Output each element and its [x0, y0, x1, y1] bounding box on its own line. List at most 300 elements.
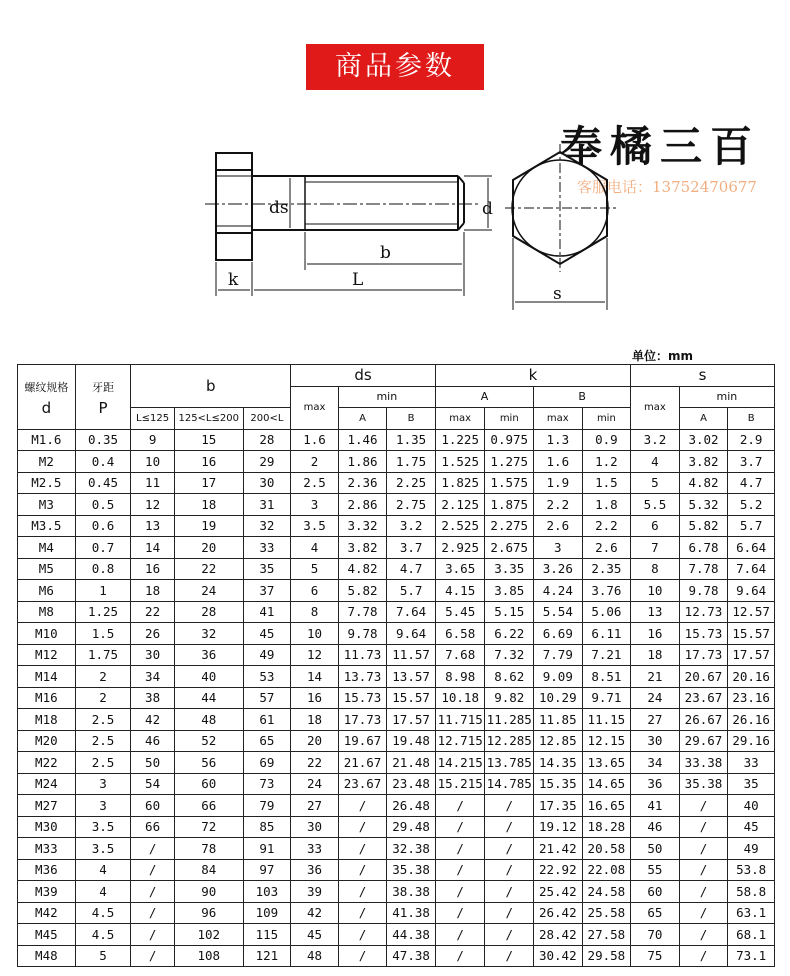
table-cell: 9.71 [582, 687, 631, 709]
table-cell: 69 [243, 752, 291, 774]
table-cell: 17.57 [387, 709, 436, 731]
table-cell: 1.525 [435, 451, 485, 473]
table-cell: 13 [131, 515, 175, 537]
table-cell: / [679, 795, 728, 817]
table-cell: 2.36 [338, 472, 387, 494]
table-cell: 10 [131, 451, 175, 473]
header-ds-min: min [338, 386, 435, 408]
table-cell: M42 [18, 902, 76, 924]
table-cell: 47.38 [387, 945, 436, 967]
table-cell: 15 [174, 429, 243, 451]
table-cell: 29.58 [582, 945, 631, 967]
table-cell: M12 [18, 644, 76, 666]
table-cell: 1.825 [435, 472, 485, 494]
table-cell: 45 [291, 924, 339, 946]
table-cell: 24 [174, 580, 243, 602]
table-cell: M39 [18, 881, 76, 903]
table-cell: 2.925 [435, 537, 485, 559]
table-cell: 14.215 [435, 752, 485, 774]
table-cell: 2.25 [387, 472, 436, 494]
table-cell: 65 [243, 730, 291, 752]
table-cell: 2.9 [728, 429, 775, 451]
table-cell: M1.6 [18, 429, 76, 451]
table-cell: 22 [291, 752, 339, 774]
table-cell: 1.35 [387, 429, 436, 451]
table-cell: / [435, 838, 485, 860]
header-k: k [435, 365, 630, 387]
table-cell: 33 [243, 537, 291, 559]
table-cell: 41 [243, 601, 291, 623]
table-cell: 4.82 [679, 472, 728, 494]
table-cell: 1.9 [534, 472, 583, 494]
table-cell: 14.65 [582, 773, 631, 795]
table-cell: 13.57 [387, 666, 436, 688]
table-cell: 8 [291, 601, 339, 623]
header-ds: ds [291, 365, 436, 387]
table-cell: 7.32 [485, 644, 534, 666]
table-cell: / [435, 795, 485, 817]
table-cell: 20 [291, 730, 339, 752]
table-cell: 73 [243, 773, 291, 795]
table-cell: 2 [75, 687, 131, 709]
table-cell: M3.5 [18, 515, 76, 537]
table-cell: 5 [75, 945, 131, 967]
table-cell: 8.98 [435, 666, 485, 688]
table-cell: 15.73 [679, 623, 728, 645]
table-cell: 53.8 [728, 859, 775, 881]
table-cell: 6.69 [534, 623, 583, 645]
table-cell: 5.2 [728, 494, 775, 516]
table-cell: M36 [18, 859, 76, 881]
table-cell: 2.35 [582, 558, 631, 580]
table-row [18, 945, 775, 967]
table-cell: 7.64 [728, 558, 775, 580]
table-cell: 0.35 [75, 429, 131, 451]
table-cell: 25.42 [534, 881, 583, 903]
table-cell: 90 [174, 881, 243, 903]
spec-table-body [18, 429, 775, 967]
table-cell: 6.58 [435, 623, 485, 645]
table-cell: / [131, 945, 175, 967]
table-cell: / [435, 816, 485, 838]
table-cell: 5.5 [631, 494, 680, 516]
table-cell: 21.67 [338, 752, 387, 774]
table-cell: 30 [291, 816, 339, 838]
table-cell: 26 [131, 623, 175, 645]
page-title: 商品参数 [306, 44, 484, 90]
table-cell: 4.7 [728, 472, 775, 494]
table-cell: 4.24 [534, 580, 583, 602]
table-cell: 32.38 [387, 838, 436, 860]
table-cell: 3 [75, 795, 131, 817]
table-cell: 0.9 [582, 429, 631, 451]
header-k-grade-a: A [435, 386, 533, 408]
table-cell: M8 [18, 601, 76, 623]
table-cell: 49 [243, 644, 291, 666]
table-cell: 1.275 [485, 451, 534, 473]
table-cell: 16 [131, 558, 175, 580]
table-cell: M45 [18, 924, 76, 946]
table-cell: 13.785 [485, 752, 534, 774]
table-cell: / [485, 881, 534, 903]
table-cell: 22 [174, 558, 243, 580]
table-cell: 14 [291, 666, 339, 688]
table-cell: 102 [174, 924, 243, 946]
table-cell: 1 [75, 580, 131, 602]
table-cell: 5 [631, 472, 680, 494]
table-cell: 4.5 [75, 924, 131, 946]
table-cell: 13.73 [338, 666, 387, 688]
table-cell: 3.82 [338, 537, 387, 559]
table-cell: 4.5 [75, 902, 131, 924]
table-cell: 31 [243, 494, 291, 516]
table-cell: 16 [291, 687, 339, 709]
table-cell: 27 [291, 795, 339, 817]
table-cell: 73.1 [728, 945, 775, 967]
table-cell: 49 [728, 838, 775, 860]
table-cell: / [679, 924, 728, 946]
table-cell: 13.65 [582, 752, 631, 774]
table-cell: 22.92 [534, 859, 583, 881]
table-cell: / [485, 816, 534, 838]
table-cell: 2.525 [435, 515, 485, 537]
table-cell: 17.57 [728, 644, 775, 666]
table-cell: 9.78 [679, 580, 728, 602]
table-cell: 18 [131, 580, 175, 602]
table-cell: 7.78 [338, 601, 387, 623]
table-cell: 13 [631, 601, 680, 623]
table-cell: / [338, 816, 387, 838]
table-cell: 10.18 [435, 687, 485, 709]
table-cell: 21.48 [387, 752, 436, 774]
table-row [18, 730, 775, 752]
table-cell: 70 [631, 924, 680, 946]
table-row [18, 494, 775, 516]
table-cell: 9.09 [534, 666, 583, 688]
table-cell: 0.7 [75, 537, 131, 559]
table-cell: 8.62 [485, 666, 534, 688]
table-cell: 7.79 [534, 644, 583, 666]
table-cell: 3.85 [485, 580, 534, 602]
table-cell: 15.57 [728, 623, 775, 645]
table-cell: 66 [174, 795, 243, 817]
table-cell: M14 [18, 666, 76, 688]
table-cell: 2.275 [485, 515, 534, 537]
table-cell: 32 [243, 515, 291, 537]
table-cell: 41 [631, 795, 680, 817]
table-cell: 11.15 [582, 709, 631, 731]
table-cell: 17.73 [679, 644, 728, 666]
table-cell: 7 [631, 537, 680, 559]
table-cell: 3.35 [485, 558, 534, 580]
table-cell: 39 [291, 881, 339, 903]
table-cell: / [679, 902, 728, 924]
table-cell: 2.125 [435, 494, 485, 516]
table-cell: 29 [243, 451, 291, 473]
table-cell: 1.3 [534, 429, 583, 451]
table-cell: 33 [291, 838, 339, 860]
table-cell: 11.57 [387, 644, 436, 666]
table-cell: M5 [18, 558, 76, 580]
header-s-min: min [679, 386, 774, 408]
table-cell: / [485, 795, 534, 817]
table-cell: 24.58 [582, 881, 631, 903]
table-cell: / [485, 838, 534, 860]
table-cell: 9.78 [338, 623, 387, 645]
table-cell: M20 [18, 730, 76, 752]
table-cell: 30 [131, 644, 175, 666]
table-row [18, 773, 775, 795]
table-cell: 2.6 [534, 515, 583, 537]
table-cell: 45 [243, 623, 291, 645]
table-cell: M22 [18, 752, 76, 774]
table-cell: 22 [131, 601, 175, 623]
table-cell: 4 [291, 537, 339, 559]
table-cell: M16 [18, 687, 76, 709]
table-cell: 25.58 [582, 902, 631, 924]
table-cell: 29.16 [728, 730, 775, 752]
table-cell: / [131, 924, 175, 946]
table-cell: 0.5 [75, 494, 131, 516]
table-cell: 26.42 [534, 902, 583, 924]
table-cell: / [338, 795, 387, 817]
header-s: s [631, 365, 775, 387]
table-cell: / [131, 881, 175, 903]
table-cell: 29.67 [679, 730, 728, 752]
table-cell: 2.675 [485, 537, 534, 559]
table-cell: 33.38 [679, 752, 728, 774]
table-cell: 3 [291, 494, 339, 516]
table-cell: 46 [131, 730, 175, 752]
header-b: b [131, 365, 291, 408]
table-cell: 4.7 [387, 558, 436, 580]
table-cell: 5.7 [387, 580, 436, 602]
table-cell: 97 [243, 859, 291, 881]
table-cell: 29.48 [387, 816, 436, 838]
table-cell: 0.45 [75, 472, 131, 494]
table-cell: 20.67 [679, 666, 728, 688]
table-cell: 12.15 [582, 730, 631, 752]
table-cell: 75 [631, 945, 680, 967]
label-d: d [482, 199, 493, 219]
table-cell: 1.46 [338, 429, 387, 451]
header-s-min-a: A [679, 408, 728, 430]
table-cell: 50 [631, 838, 680, 860]
table-cell: 22.08 [582, 859, 631, 881]
table-cell: 121 [243, 945, 291, 967]
table-cell: 5.7 [728, 515, 775, 537]
table-cell: 15.215 [435, 773, 485, 795]
table-cell: 52 [174, 730, 243, 752]
table-cell: / [485, 859, 534, 881]
table-cell: / [435, 945, 485, 967]
table-row [18, 816, 775, 838]
table-cell: 26.48 [387, 795, 436, 817]
label-ds: ds [269, 198, 289, 218]
table-row [18, 451, 775, 473]
table-cell: 35.38 [387, 859, 436, 881]
table-row [18, 537, 775, 559]
table-row [18, 580, 775, 602]
table-cell: 60 [174, 773, 243, 795]
table-cell: 9.64 [387, 623, 436, 645]
table-row [18, 623, 775, 645]
table-cell: 5.54 [534, 601, 583, 623]
table-cell: 6 [291, 580, 339, 602]
table-cell: 35.38 [679, 773, 728, 795]
table-cell: M6 [18, 580, 76, 602]
table-row [18, 687, 775, 709]
table-cell: 56 [174, 752, 243, 774]
table-cell: 17.35 [534, 795, 583, 817]
table-cell: 12 [131, 494, 175, 516]
table-cell: / [338, 924, 387, 946]
contact-phone: 客服电话：13752470677 [577, 178, 757, 196]
table-cell: M30 [18, 816, 76, 838]
table-cell: 58.8 [728, 881, 775, 903]
table-cell: 19.67 [338, 730, 387, 752]
table-cell: 11.715 [435, 709, 485, 731]
table-cell: 84 [174, 859, 243, 881]
table-cell: 6 [631, 515, 680, 537]
table-cell: 34 [131, 666, 175, 688]
table-cell: 0.6 [75, 515, 131, 537]
table-cell: 1.75 [387, 451, 436, 473]
table-cell: 17.73 [338, 709, 387, 731]
table-cell: 68.1 [728, 924, 775, 946]
table-cell: 4.15 [435, 580, 485, 602]
table-cell: 1.2 [582, 451, 631, 473]
table-cell: / [679, 859, 728, 881]
table-cell: / [679, 945, 728, 967]
table-cell: 0.4 [75, 451, 131, 473]
table-cell: 26.16 [728, 709, 775, 731]
table-cell: 48 [291, 945, 339, 967]
header-spec: 螺纹规格 d [18, 365, 76, 430]
table-cell: 32 [174, 623, 243, 645]
table-cell: 3.2 [631, 429, 680, 451]
table-cell: 1.225 [435, 429, 485, 451]
table-cell: 60 [631, 881, 680, 903]
table-cell: / [131, 902, 175, 924]
table-row [18, 859, 775, 881]
table-cell: M18 [18, 709, 76, 731]
table-cell: 6.78 [679, 537, 728, 559]
table-cell: 4 [75, 859, 131, 881]
table-cell: / [679, 881, 728, 903]
table-cell: 3.5 [291, 515, 339, 537]
table-cell: 10 [291, 623, 339, 645]
table-cell: 7.21 [582, 644, 631, 666]
table-cell: 44 [174, 687, 243, 709]
table-cell: 2.2 [534, 494, 583, 516]
table-cell: 40 [174, 666, 243, 688]
table-cell: 50 [131, 752, 175, 774]
table-cell: 24 [291, 773, 339, 795]
table-cell: 60 [131, 795, 175, 817]
table-cell: 19.48 [387, 730, 436, 752]
table-cell: 53 [243, 666, 291, 688]
table-cell: 1.6 [291, 429, 339, 451]
table-cell: 28.42 [534, 924, 583, 946]
header-k-a-max: max [435, 408, 485, 430]
table-cell: 10 [631, 580, 680, 602]
table-cell: 7.68 [435, 644, 485, 666]
table-cell: 6.64 [728, 537, 775, 559]
table-cell: 27.58 [582, 924, 631, 946]
table-cell: 27 [631, 709, 680, 731]
table-cell: / [435, 902, 485, 924]
table-cell: 1.5 [75, 623, 131, 645]
table-cell: 12.73 [679, 601, 728, 623]
table-cell: 63.1 [728, 902, 775, 924]
table-cell: 23.48 [387, 773, 436, 795]
header-b-sub: L≤125 [131, 408, 175, 430]
table-cell: 1.5 [582, 472, 631, 494]
table-cell: 16 [174, 451, 243, 473]
table-cell: 11.285 [485, 709, 534, 731]
header-s-max: max [631, 386, 680, 429]
table-cell: 12 [291, 644, 339, 666]
table-cell: M10 [18, 623, 76, 645]
table-cell: 11.73 [338, 644, 387, 666]
table-cell: 0.975 [485, 429, 534, 451]
table-cell: 3 [534, 537, 583, 559]
table-cell: 1.6 [534, 451, 583, 473]
table-cell: 0.8 [75, 558, 131, 580]
table-cell: / [338, 859, 387, 881]
table-cell: 30 [631, 730, 680, 752]
table-cell: 3.5 [75, 838, 131, 860]
table-cell: 48 [174, 709, 243, 731]
table-cell: 12.715 [435, 730, 485, 752]
table-cell: 8 [631, 558, 680, 580]
table-cell: 44.38 [387, 924, 436, 946]
table-cell: 2.2 [582, 515, 631, 537]
table-cell: M2.5 [18, 472, 76, 494]
table-cell: 65 [631, 902, 680, 924]
table-cell: 5.82 [679, 515, 728, 537]
table-cell: / [338, 902, 387, 924]
table-cell: 26.67 [679, 709, 728, 731]
table-cell: 2.5 [291, 472, 339, 494]
table-cell: 14 [131, 537, 175, 559]
table-cell: 3.82 [679, 451, 728, 473]
table-cell: 42 [291, 902, 339, 924]
table-cell: 1.75 [75, 644, 131, 666]
header-pitch: 牙距 P [75, 365, 131, 430]
table-row [18, 429, 775, 451]
table-cell: 19 [174, 515, 243, 537]
table-cell: 3 [75, 773, 131, 795]
table-cell: 3.65 [435, 558, 485, 580]
table-cell: 5.45 [435, 601, 485, 623]
table-cell: 7.78 [679, 558, 728, 580]
table-row [18, 838, 775, 860]
label-s: s [553, 284, 562, 304]
table-cell: / [338, 838, 387, 860]
table-cell: 15.57 [387, 687, 436, 709]
table-cell: / [435, 924, 485, 946]
table-cell: 2.6 [582, 537, 631, 559]
table-cell: 34 [631, 752, 680, 774]
table-cell: 21 [631, 666, 680, 688]
table-cell: 23.67 [679, 687, 728, 709]
table-cell: 5.06 [582, 601, 631, 623]
table-cell: 78 [174, 838, 243, 860]
table-cell: 2.5 [75, 709, 131, 731]
table-cell: 15.35 [534, 773, 583, 795]
